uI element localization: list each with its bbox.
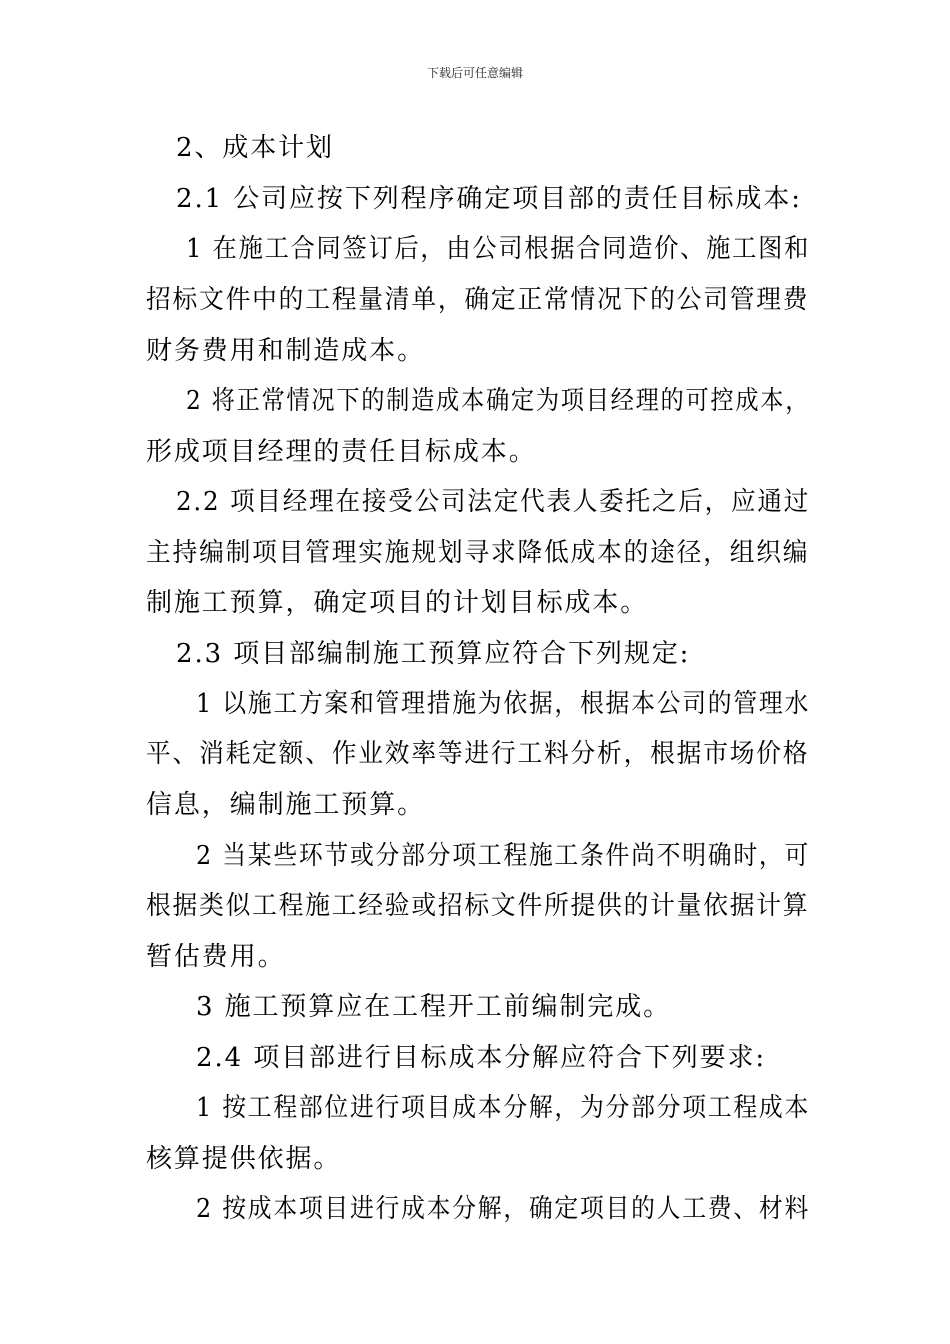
paragraph-line: 主持编制项目管理实施规划寻求降低成本的途径，组织编 bbox=[146, 538, 810, 568]
paragraph-line: 暂估费用。 bbox=[146, 942, 286, 972]
page-header: 下载后可任意编辑 bbox=[426, 66, 523, 80]
paragraph-line: 制施工预算，确定项目的计划目标成本。 bbox=[146, 588, 649, 618]
paragraph-line: 1 在施工合同签订后，由公司根据合同造价、施工图和 bbox=[186, 234, 811, 264]
paragraph-line: 财务费用和制造成本。 bbox=[146, 336, 426, 366]
paragraph-line: 2.1 公司应按下列程序确定项目部的责任目标成本: bbox=[176, 184, 802, 214]
paragraph-line: 2.2 项目经理在接受公司法定代表人委托之后，应通过 bbox=[176, 487, 811, 517]
paragraph-line: 2.3 项目部编制施工预算应符合下列规定: bbox=[176, 639, 691, 669]
paragraph-line: 根据类似工程施工经验或招标文件所提供的计量依据计算 bbox=[146, 891, 810, 921]
paragraph-line: 形成项目经理的责任目标成本。 bbox=[146, 437, 537, 467]
paragraph-line: 3 施工预算应在工程开工前编制完成。 bbox=[196, 992, 672, 1022]
paragraph-line: 2 将正常情况下的制造成本确定为项目经理的可控成本， bbox=[186, 386, 811, 416]
paragraph-line: 平、消耗定额、作业效率等进行工料分析，根据市场价格 bbox=[146, 739, 810, 769]
paragraph-line: 2.4 项目部进行目标成本分解应符合下列要求: bbox=[196, 1043, 767, 1073]
paragraph-line: 2 按成本项目进行成本分解，确定项目的人工费、材料 bbox=[196, 1194, 811, 1224]
paragraph-line: 2 当某些环节或分部分项工程施工条件尚不明确时，可 bbox=[196, 841, 811, 871]
paragraph-line: 1 按工程部位进行项目成本分解，为分部分项工程成本 bbox=[196, 1093, 811, 1123]
paragraph-line: 信息，编制施工预算。 bbox=[146, 790, 426, 820]
paragraph-line: 核算提供依据。 bbox=[146, 1144, 342, 1174]
paragraph-line: 招标文件中的工程量清单，确定正常情况下的公司管理费 bbox=[146, 285, 810, 315]
paragraph-line: 1 以施工方案和管理措施为依据，根据本公司的管理水 bbox=[196, 689, 811, 719]
section-heading: 2、成本计划 bbox=[176, 133, 334, 163]
